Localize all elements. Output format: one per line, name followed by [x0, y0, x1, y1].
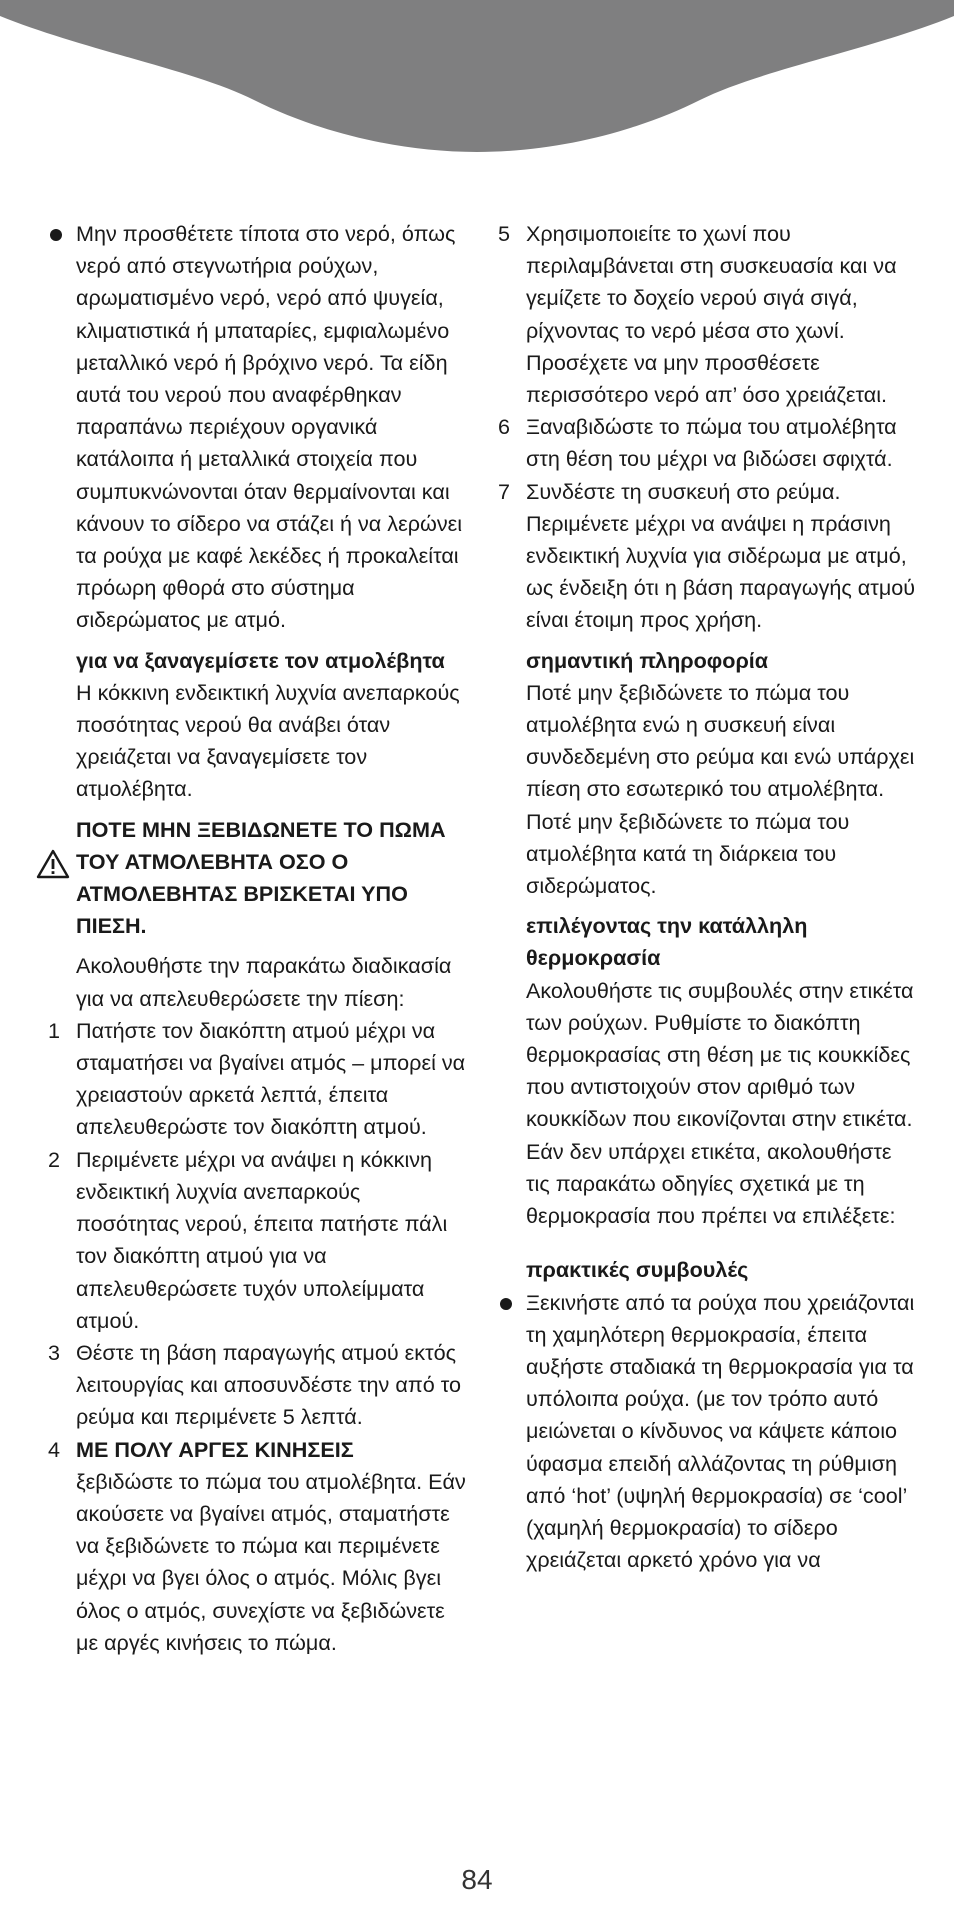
- procedure-intro: Ακολουθήστε την παρακάτω διαδικασία για να απελευθερώσετε την πίεση:: [76, 953, 452, 1011]
- warning-block: [46, 814, 466, 943]
- step-text: Περιμένετε μέχρι να ανάψει η κόκκινη ενδεικτική λυχνία ανεπαρκούς ποσότητας νερού, έπειτα πατήστε πάλι τον διακόπτη ατμού για να απελευθερώσετε τυχόν υπολείμματα ατμού.: [76, 1146, 448, 1333]
- step-number: 5: [498, 221, 511, 246]
- step-number: 6: [498, 414, 511, 440]
- step-text: Συνδέστε τη συσκευή στο ρεύμα. Περιμένετε μέχρι να ανάψει η πράσινη ενδεικτική λυχνία για σιδέρωμα με ατμό, ως ένδειξη ότι η βάση παραγωγής ατμού είναι έτοιμη προς χρήση.: [526, 478, 916, 633]
- step-text: Χρησιμοποιείτε το χωνί που περιλαμβάνεται στη συσκευασία και να γεμίζετε το δοχείο νερού σιγά σιγά, ρίχνοντας το νερό μέσα στο χωνί. Προσέχετε να μην προσθέσετε περισσότερο νερό απ’ όσο χρειάζεται.: [526, 221, 897, 408]
- step-number: 2: [48, 1146, 61, 1172]
- step-7: [496, 476, 916, 637]
- step-number: 4: [48, 1436, 61, 1462]
- refill-text: Η κόκκινη ενδεικτική λυχνία ανεπαρκούς ποσότητας νερού θα ανάβει όταν χρειάζεται να ξαναγεμίσετε τον ατμολέβητα.: [76, 679, 460, 802]
- temperature-text: Ακολουθήστε τις συμβουλές στην ετικέτα των ρούχων. Ρυθμίστε το διακόπτη θερμοκρασίας στη θέση με τις κουκκίδες που αντιστοιχούν στον αριθμό των κουκκίδων που εικονίζονται στην ετικέτα. Εάν δεν υπάρχει ετικέτα, ακολουθήστε τις παρακάτω οδηγίες σχετικά με τη θερμοκρασία που πρέπει να επιλέξετε:: [526, 977, 914, 1229]
- tips-bullet: Ξεκινήστε από τα ρούχα που χρειάζονται τη χαμηλότερη θερμοκρασία, έπειτα αυξήστε σταδιακά τη θερμοκρασία για τα υπόλοιπα ρούχα. (με τον τρόπο αυτό μειώνεται ο κίνδυνος να κάψετε κάποιο ύφασμα επειδή αλλάζοντας τη ρύθμιση από ‘hot’ (υψηλή θερμοκρασία) σε ‘cool’ (χαμηλή θερμοκρασία) το σίδερο χρειάζεται αρκετό χρόνο για να: [496, 1287, 916, 1577]
- right-column: [496, 218, 916, 1576]
- step-4-emphasis: ΜΕ ΠΟΛΥ ΑΡΓΕΣ ΚΙΝΗΣΕΙΣ: [76, 1436, 354, 1462]
- important-heading: σημαντική πληροφορία: [526, 647, 769, 673]
- step-number: 3: [48, 1339, 61, 1365]
- step-text: ξεβιδώστε το πώμα του ατμολέβητα. Εάν ακούσετε να βγαίνει ατμός, σταματήστε να ξεβιδώνετε το πώμα και περιμένετε μέχρι να βγει όλος ο ατμός. Μόλις βγει όλος ο ατμός, συνεχίστε να ξεβιδώνετε με αργές κινήσεις το πώμα.: [76, 1468, 466, 1655]
- step-text: Πατήστε τον διακόπτη ατμού μέχρι να σταματήσει να βγαίνει ατμός – μπορεί να χρειαστούν αρκετά λεπτά, έπειτα απελευθερώστε τον διακόπτη ατμού.: [76, 1017, 466, 1140]
- page-number: 84: [461, 1864, 493, 1895]
- step-text: Ξαναβιδώστε το πώμα του ατμολέβητα στη θέση του μέχρι να βιδώσει σφιχτά.: [526, 414, 897, 472]
- step-2: [46, 1144, 466, 1337]
- tips-heading: πρακτικές συμβουλές: [526, 1257, 749, 1283]
- left-column: [46, 218, 466, 1659]
- step-text: Θέστε τη βάση παραγωγής ατμού εκτός λειτουργίας και αποσυνδέστε την από το ρεύμα και περιμένετε 5 λεπτά.: [76, 1339, 461, 1430]
- temperature-heading: επιλέγοντας την κατάλληλη θερμοκρασία: [526, 913, 808, 971]
- step-number: 1: [48, 1017, 61, 1043]
- step-5: [496, 218, 916, 411]
- header-band: [0, 0, 954, 160]
- warning-text: ΠΟΤΕ ΜΗΝ ΞΕΒΙΔΩΝΕΤΕ ΤΟ ΠΩΜΑ ΤΟΥ ΑΤΜΟΛΕΒΗΤΑ ΟΣΟ Ο ΑΤΜΟΛΕΒΗΤΑΣ ΒΡΙΣΚΕΤΑΙ ΥΠΟ ΠΙΕΣΗ.: [76, 816, 446, 939]
- step-6: [496, 411, 916, 475]
- important-text-2: Ποτέ μην ξεβιδώνετε το πώμα του ατμολέβητα κατά τη διάρκεια του σιδερώματος.: [526, 808, 850, 899]
- step-3: [46, 1337, 466, 1434]
- important-text-1: Ποτέ μην ξεβιδώνετε το πώμα του ατμολέβητα ενώ η συσκευή είναι συνδεδεμένη στο ρεύμα και ενώ υπάρχει πίεση στο εσωτερικό του ατμολέβητα.: [526, 679, 915, 802]
- warning-triangle-icon: [36, 849, 70, 879]
- step-number: 7: [498, 478, 511, 504]
- intro-bullet: Μην προσθέτετε τίποτα στο νερό, όπως νερό από στεγνωτήρια ρούχων, αρωματισμένο νερό, νερό από ψυγεία, κλιματιστικά ή μπαταρίες, εμφιαλωμένο μεταλλικό νερό ή βρόχινο νερό. Τα είδη αυτά του νερού που αναφέρθηκαν παραπάνω περιέχουν οργανικά κατάλοιπα ή μεταλλικά στοιχεία που συμπυκνώνονται όταν θερμαίνονται και κάνουν το σίδερο να στάζει ή να λερώνει τα ρούχα με καφέ λεκέδες ή προκαλείται πρόωρη φθορά στο σύστημα σιδερώματος με ατμό.: [46, 218, 466, 637]
- step-1: [46, 1015, 466, 1144]
- refill-heading: για να ξαναγεμίσετε τον ατμολέβητα: [76, 647, 445, 673]
- step-4: [46, 1434, 466, 1659]
